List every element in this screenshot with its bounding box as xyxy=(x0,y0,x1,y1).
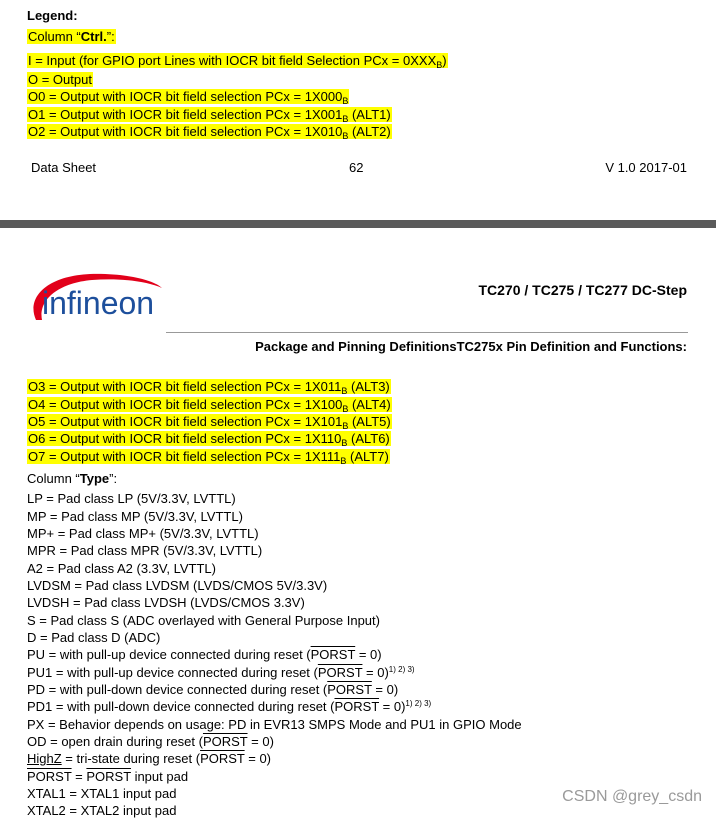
porst-equals: = xyxy=(71,769,87,784)
output-o6 xyxy=(27,430,391,447)
input-close: ) xyxy=(442,53,447,68)
output-o4 xyxy=(27,396,392,413)
type-lvdsh: LVDSH = Pad class LVDSH (LVDS/CMOS 3.3V) xyxy=(27,595,305,610)
infineon-logo xyxy=(28,270,168,332)
highz-porst: PORST xyxy=(200,751,245,766)
type-pd1 xyxy=(27,698,431,715)
output-o3-sub: B xyxy=(341,386,348,396)
output-o5-alt: (ALT5) xyxy=(348,414,391,429)
document-title: TC270 / TC275 / TC277 DC-Step xyxy=(478,282,687,298)
output-o6-sub: B xyxy=(341,438,348,448)
page-separator xyxy=(0,220,716,228)
output-o3-text: O3 = Output with IOCR bit field selection PCx = 1X011 xyxy=(28,379,342,394)
logo-wordmark: infineon xyxy=(42,285,155,321)
porst-a: PORST xyxy=(27,769,72,784)
pd-porst: PORST xyxy=(327,682,372,697)
type-prefix: Column “ xyxy=(27,471,80,486)
pu1-porst: PORST xyxy=(317,665,363,680)
pu-text: PU = with pull-up device connected during reset ( xyxy=(27,647,311,662)
output-o1 xyxy=(27,106,392,123)
output-o5 xyxy=(27,413,392,430)
type-pu xyxy=(27,646,382,663)
input-definition xyxy=(27,52,448,69)
type-a2: A2 = Pad class A2 (3.3V, LVTTL) xyxy=(27,561,216,576)
type-s: S = Pad class S (ADC overlayed with General Purpose Input) xyxy=(27,613,380,628)
footer-doc-type: Data Sheet xyxy=(31,160,97,175)
footer-page-number: 62 xyxy=(349,160,364,175)
type-mpr: MPR = Pad class MPR (5V/3.3V, LVTTL) xyxy=(27,543,263,558)
type-word: Type xyxy=(79,471,110,486)
pu-porst: PORST xyxy=(310,647,356,662)
od-text: OD = open drain during reset ( xyxy=(27,734,203,749)
pu-close: = 0) xyxy=(355,647,382,662)
highz-word: HighZ xyxy=(27,751,62,766)
output-o2-sub: B xyxy=(342,131,349,141)
type-pd xyxy=(27,681,398,698)
type-d: D = Pad class D (ADC) xyxy=(27,630,161,645)
type-od xyxy=(27,733,274,750)
pd1-porst: PORST xyxy=(334,699,380,714)
input-subscript: B xyxy=(436,60,443,70)
output-o7-alt: (ALT7) xyxy=(346,449,389,464)
type-column-heading xyxy=(27,470,117,487)
output-o4-alt: (ALT4) xyxy=(348,397,391,412)
output-o4-sub: B xyxy=(342,404,349,414)
output-o1-text: O1 = Output with IOCR bit field selection PCx = 1X001 xyxy=(28,107,343,122)
output-o0 xyxy=(27,88,349,105)
output-o1-alt: (ALT1) xyxy=(348,107,391,122)
ctrl-column-heading xyxy=(27,28,116,45)
pd1-text: PD1 = with pull-down device connected during reset ( xyxy=(27,699,335,714)
pu1-close: = 0) xyxy=(362,665,389,680)
od-close: = 0) xyxy=(247,734,274,749)
output-text: O = Output xyxy=(28,72,92,87)
section-heading: Package and Pinning DefinitionsTC275x Pin Definition and Functions: xyxy=(255,339,687,354)
highz-text: = tri-state during reset ( xyxy=(61,751,201,766)
ctrl-prefix: Column “ xyxy=(28,29,81,44)
output-o2-text: O2 = Output with IOCR bit field selection PCx = 1X010 xyxy=(28,124,343,139)
pd-close: = 0) xyxy=(371,682,399,697)
output-o4-text: O4 = Output with IOCR bit field selection PCx = 1X100 xyxy=(28,397,343,412)
type-pu1 xyxy=(27,664,415,681)
type-xtal2: XTAL2 = XTAL2 input pad xyxy=(27,803,177,818)
pd1-footnotes: 1) 2) 3) xyxy=(405,699,432,708)
type-mp: MP = Pad class MP (5V/3.3V, LVTTL) xyxy=(27,509,243,524)
header-rule xyxy=(166,332,688,333)
output-definition xyxy=(27,71,93,88)
od-porst: PORST xyxy=(202,734,248,749)
output-o2 xyxy=(27,123,392,140)
pd-text: PD = with pull-down device connected during reset ( xyxy=(27,682,328,697)
output-o7-text: O7 = Output with IOCR bit field selection PCx = 1X111 xyxy=(28,449,341,464)
type-porst xyxy=(27,768,188,785)
type-highz xyxy=(27,750,271,767)
output-o5-sub: B xyxy=(342,421,349,431)
watermark: CSDN @grey_csdn xyxy=(562,788,702,805)
output-o7 xyxy=(27,448,390,465)
type-mp-plus: MP+ = Pad class MP+ (5V/3.3V, LVTTL) xyxy=(27,526,259,541)
legend-title: Legend: xyxy=(27,8,78,23)
type-px: PX = Behavior depends on usage: PD in EVR13 SMPS Mode and PU1 in GPIO Mode xyxy=(27,717,522,732)
pu1-footnotes: 1) 2) 3) xyxy=(388,665,415,674)
output-o0-text: O0 = Output with IOCR bit field selection PCx = 1X000 xyxy=(28,89,343,104)
output-o5-text: O5 = Output with IOCR bit field selection PCx = 1X101 xyxy=(28,414,343,429)
pd1-close: = 0) xyxy=(379,699,406,714)
type-lvdsm: LVDSM = Pad class LVDSM (LVDS/CMOS 5V/3.3V) xyxy=(27,578,328,593)
output-o7-sub: B xyxy=(340,456,347,466)
output-o6-alt: (ALT6) xyxy=(347,431,390,446)
porst-suffix: input pad xyxy=(130,769,189,784)
output-o6-text: O6 = Output with IOCR bit field selection PCx = 1X110 xyxy=(28,431,342,446)
pu1-text: PU1 = with pull-up device connected during reset ( xyxy=(27,665,318,680)
previous-page-fragment xyxy=(0,0,716,220)
output-o3-alt: (ALT3) xyxy=(347,379,390,394)
output-o3 xyxy=(27,378,391,395)
ctrl-word: Ctrl. xyxy=(80,29,107,44)
highz-close: = 0) xyxy=(244,751,271,766)
type-lp: LP = Pad class LP (5V/3.3V, LVTTL) xyxy=(27,491,236,506)
output-o2-alt: (ALT2) xyxy=(348,124,391,139)
output-o1-sub: B xyxy=(342,114,349,124)
footer-version: V 1.0 2017-01 xyxy=(605,160,687,175)
output-o0-sub: B xyxy=(342,96,349,106)
type-xtal1: XTAL1 = XTAL1 input pad xyxy=(27,786,177,801)
input-text: I = Input (for GPIO port Lines with IOCR bit field Selection PCx = 0XXX xyxy=(28,53,437,68)
type-suffix: ”: xyxy=(109,471,118,486)
ctrl-suffix: ”: xyxy=(106,29,115,44)
porst-b: PORST xyxy=(86,769,131,784)
